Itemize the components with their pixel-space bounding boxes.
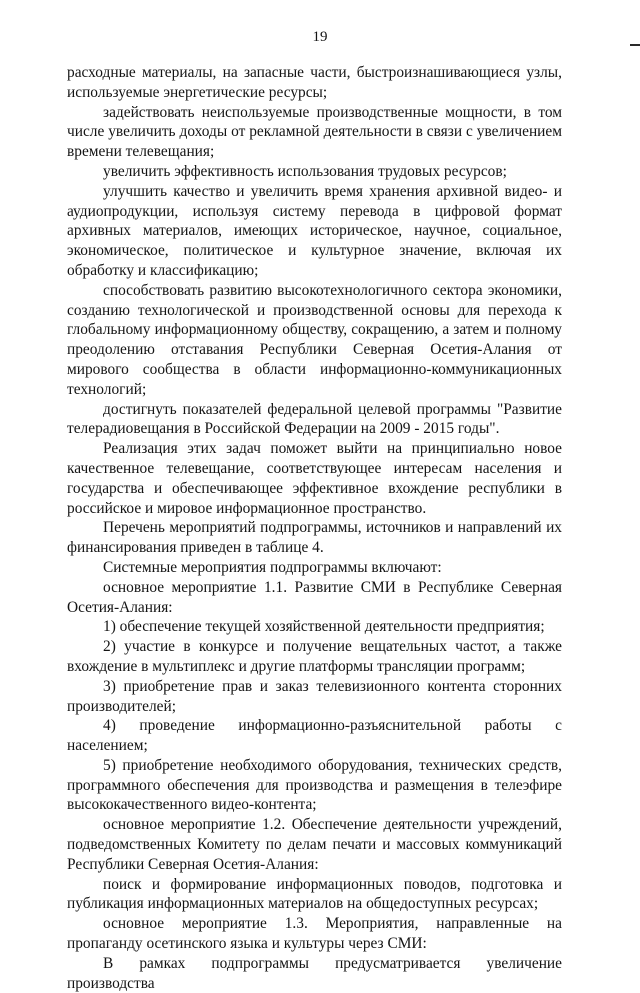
scan-edge-mark xyxy=(630,44,640,46)
paragraph-federal-program: достигнуть показателей федеральной целевой программы "Развитие телерадиовещания в Российской Федерации на 2009 - 2015 годы". xyxy=(67,400,562,438)
paragraph-implementation: Реализация этих задач поможет выйти на принципиально новое качественное телевещание, соответствующее интересам населения и государства и обеспечивающее эффективное вхождение республики в российское и мировое информационное пространство. xyxy=(67,440,562,517)
paragraph-production-increase: В рамках подпрограммы предусматривается увеличение производства xyxy=(67,954,562,992)
paragraph-activity-1-2: основное мероприятие 1.2. Обеспечение деятельности учреждений, подведомственных Комитету по делам печати и массовых коммуникаций Республики Северная Осетия-Алания: xyxy=(67,816,562,873)
document-body xyxy=(67,63,562,993)
list-item-4: 4) проведение информационно-разъяснительной работы с населением; xyxy=(67,717,562,755)
paragraph-archive: улучшить качество и увеличить время хранения архивной видео- и аудиопродукции, используя систему перевода в цифровой формат архивных материалов, имеющих историческое, научное, социальное, экономическое, политическое и культурное значение, включая их обработку и классификацию; xyxy=(67,182,562,279)
list-item-1: 1) обеспечение текущей хозяйственной деятельности предприятия; xyxy=(103,618,545,636)
list-item-5: 5) приобретение необходимого оборудования, технических средств, программного обеспечения для производства и размещения в телеэфире высококачественного видео-контента; xyxy=(67,756,562,814)
paragraph-table-reference: Перечень мероприятий подпрограммы, источников и направлений их финансирования приведен в таблице 4. xyxy=(67,519,562,557)
paragraph-activity-1-1: основное мероприятие 1.1. Развитие СМИ в Республике Северная Осетия-Алания: xyxy=(67,578,562,616)
paragraph-high-tech: способствовать развитию высокотехнологичного сектора экономики, созданию технологической и производственной основы для перехода к глобальному информационному обществу, сокращению, а затем и полному преодолению отставания Республики Северная Осетия-Алания от мирового сообщества в области информационно-коммуникационных технологий; xyxy=(67,281,562,398)
page-number: 19 xyxy=(312,29,328,45)
list-item-3: 3) приобретение прав и заказ телевизионного контента сторонних производителей; xyxy=(67,677,562,715)
paragraph-labor-efficiency: увеличить эффективность использования трудовых ресурсов; xyxy=(103,162,507,180)
paragraph-capacity: задействовать неиспользуемые производственные мощности, в том числе увеличить доходы от рекламной деятельности в связи с увеличением времени телевещания; xyxy=(67,103,562,161)
paragraph-expenses-continued: расходные материалы, на запасные части, быстроизнашивающиеся узлы, используемые энергетические ресурсы; xyxy=(67,64,562,101)
list-item-2: 2) участие в конкурсе и получение вещательных частот, а также вхождение в мультиплекс и другие платформы трансляции программ; xyxy=(67,638,562,675)
paragraph-system-activities: Системные мероприятия подпрограммы включают: xyxy=(103,558,442,576)
paragraph-activity-1-3: основное мероприятие 1.3. Мероприятия, направленные на пропаганду осетинского языка и культуры через СМИ: xyxy=(67,915,562,953)
paragraph-info-search: поиск и формирование информационных поводов, подготовка и публикация информационных материалов на общедоступных ресурсах; xyxy=(67,875,562,913)
